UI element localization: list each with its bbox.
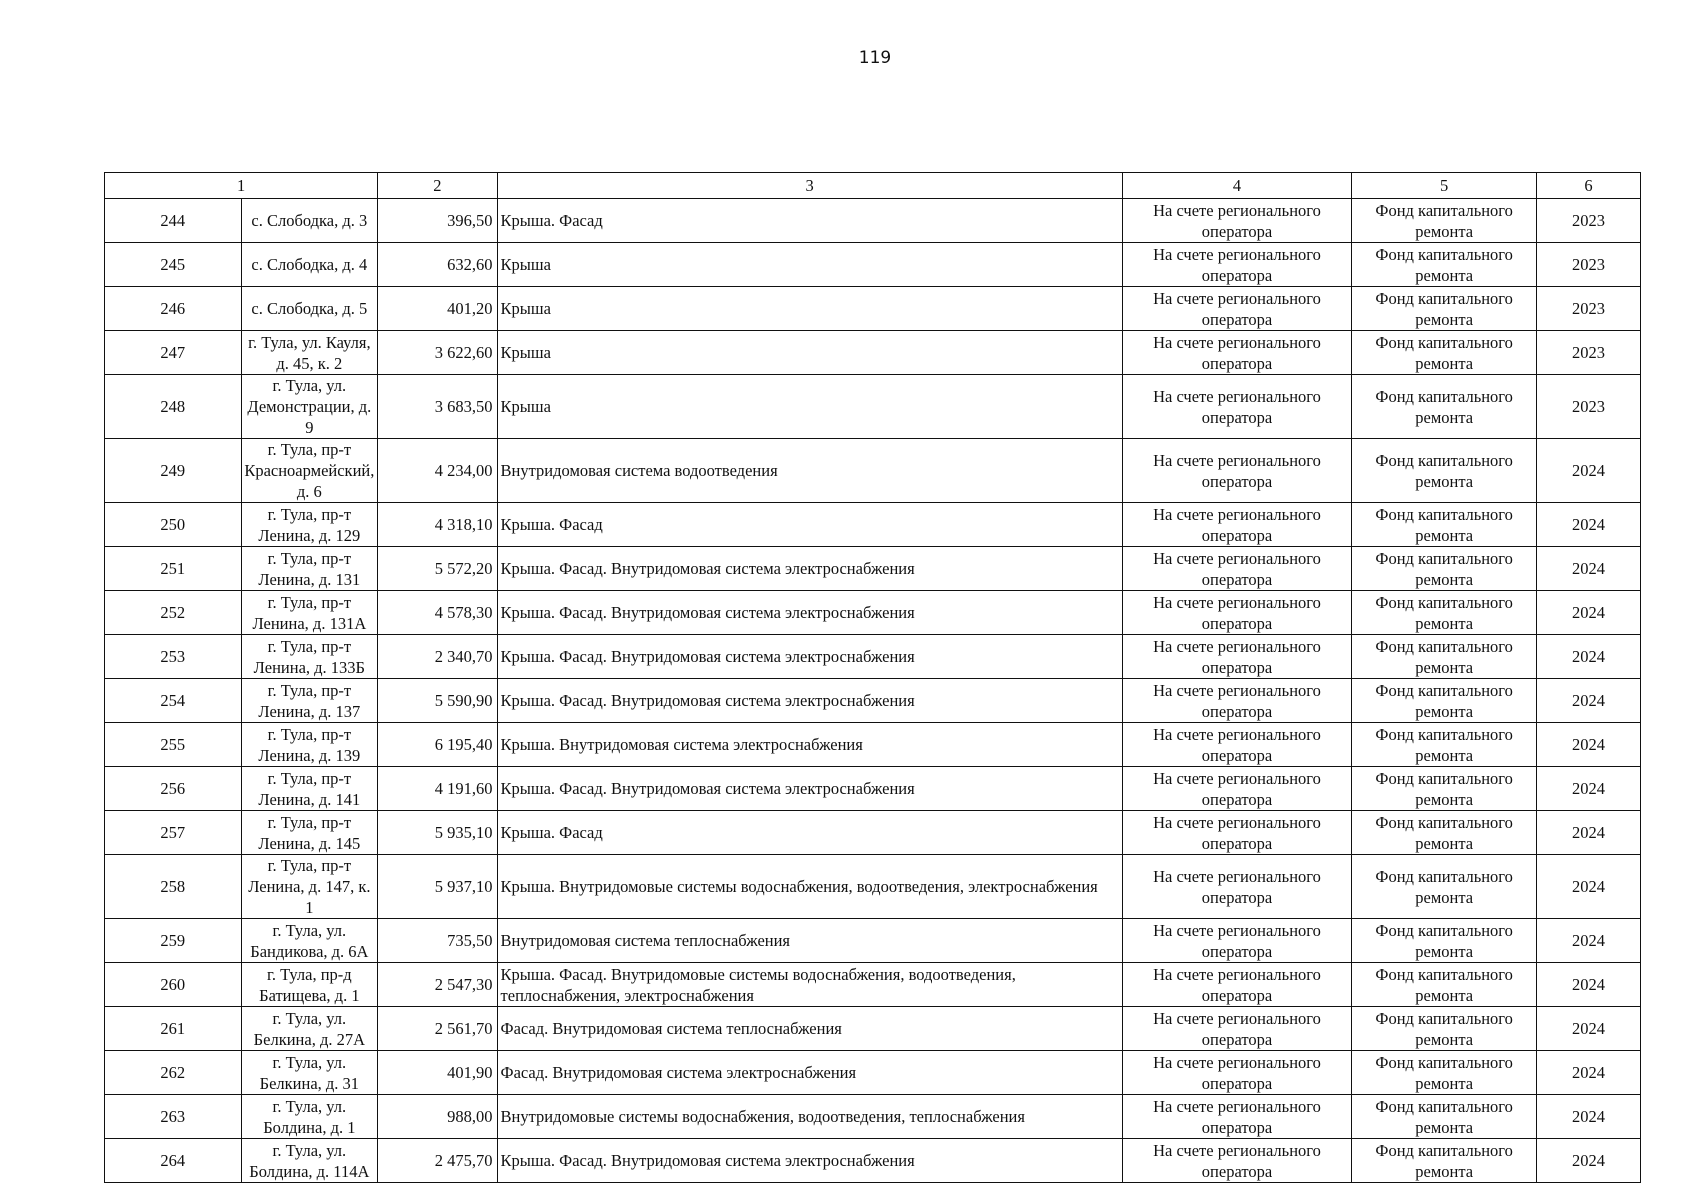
funding-source-cell: Фонд капитального ремонта: [1352, 1051, 1537, 1095]
year-cell: 2023: [1537, 287, 1641, 331]
area-cell: 2 561,70: [378, 1007, 497, 1051]
year-cell: 2024: [1537, 767, 1641, 811]
address-cell: г. Тула, пр-т Ленина, д. 141: [241, 767, 378, 811]
fund-account-cell: На счете регионального оператора: [1122, 375, 1352, 439]
year-cell: 2023: [1537, 331, 1641, 375]
table-row: [105, 287, 1641, 331]
funding-source-cell: Фонд капитального ремонта: [1352, 375, 1537, 439]
year-cell: 2023: [1537, 375, 1641, 439]
row-number: 254: [105, 679, 242, 723]
fund-account-cell: На счете регионального оператора: [1122, 723, 1352, 767]
year-cell: 2024: [1537, 919, 1641, 963]
funding-source-cell: Фонд капитального ремонта: [1352, 591, 1537, 635]
table-row: [105, 1007, 1641, 1051]
address-cell: г. Тула, ул. Бандикова, д. 6А: [241, 919, 378, 963]
address-cell: г. Тула, ул. Болдина, д. 114А: [241, 1139, 378, 1183]
funding-source-cell: Фонд капитального ремонта: [1352, 243, 1537, 287]
table-row: [105, 547, 1641, 591]
address-cell: г. Тула, пр-т Ленина, д. 137: [241, 679, 378, 723]
row-number: 244: [105, 199, 242, 243]
year-cell: 2024: [1537, 1139, 1641, 1183]
table-row: [105, 919, 1641, 963]
area-cell: 4 234,00: [378, 439, 497, 503]
table-row: [105, 331, 1641, 375]
fund-account-cell: На счете регионального оператора: [1122, 503, 1352, 547]
table-row: [105, 243, 1641, 287]
works-cell: Крыша. Фасад. Внутридомовая система электроснабжения: [497, 1139, 1122, 1183]
column-header-3: 3: [497, 173, 1122, 199]
area-cell: 401,90: [378, 1051, 497, 1095]
table-row: [105, 375, 1641, 439]
works-cell: Крыша. Фасад: [497, 503, 1122, 547]
year-cell: 2024: [1537, 963, 1641, 1007]
year-cell: 2023: [1537, 199, 1641, 243]
funding-source-cell: Фонд капитального ремонта: [1352, 811, 1537, 855]
area-cell: 396,50: [378, 199, 497, 243]
works-cell: Фасад. Внутридомовая система теплоснабжения: [497, 1007, 1122, 1051]
row-number: 252: [105, 591, 242, 635]
fund-account-cell: На счете регионального оператора: [1122, 679, 1352, 723]
fund-account-cell: На счете регионального оператора: [1122, 439, 1352, 503]
fund-account-cell: На счете регионального оператора: [1122, 811, 1352, 855]
fund-account-cell: На счете регионального оператора: [1122, 855, 1352, 919]
table-row: [105, 855, 1641, 919]
funding-source-cell: Фонд капитального ремонта: [1352, 1095, 1537, 1139]
address-cell: г. Тула, пр-т Ленина, д. 139: [241, 723, 378, 767]
works-cell: Крыша. Фасад. Внутридомовая система электроснабжения: [497, 591, 1122, 635]
table-header-row: [105, 173, 1641, 199]
table-row: [105, 1095, 1641, 1139]
fund-account-cell: На счете регионального оператора: [1122, 591, 1352, 635]
address-cell: г. Тула, ул. Кауля, д. 45, к. 2: [241, 331, 378, 375]
funding-source-cell: Фонд капитального ремонта: [1352, 503, 1537, 547]
table-row: [105, 811, 1641, 855]
column-header-6: 6: [1537, 173, 1641, 199]
funding-source-cell: Фонд капитального ремонта: [1352, 199, 1537, 243]
address-cell: г. Тула, пр-т Ленина, д. 133Б: [241, 635, 378, 679]
address-cell: г. Тула, ул. Белкина, д. 31: [241, 1051, 378, 1095]
funding-source-cell: Фонд капитального ремонта: [1352, 723, 1537, 767]
address-cell: г. Тула, ул. Белкина, д. 27А: [241, 1007, 378, 1051]
works-cell: Фасад. Внутридомовая система электроснабжения: [497, 1051, 1122, 1095]
fund-account-cell: На счете регионального оператора: [1122, 635, 1352, 679]
table-row: [105, 767, 1641, 811]
funding-source-cell: Фонд капитального ремонта: [1352, 855, 1537, 919]
year-cell: 2024: [1537, 439, 1641, 503]
area-cell: 988,00: [378, 1095, 497, 1139]
row-number: 253: [105, 635, 242, 679]
row-number: 251: [105, 547, 242, 591]
fund-account-cell: На счете регионального оператора: [1122, 767, 1352, 811]
row-number: 261: [105, 1007, 242, 1051]
repair-register-table: [104, 172, 1641, 1183]
area-cell: 6 195,40: [378, 723, 497, 767]
column-header-4: 4: [1122, 173, 1352, 199]
area-cell: 2 547,30: [378, 963, 497, 1007]
area-cell: 2 340,70: [378, 635, 497, 679]
area-cell: 735,50: [378, 919, 497, 963]
address-cell: с. Слободка, д. 5: [241, 287, 378, 331]
works-cell: Внутридомовая система водоотведения: [497, 439, 1122, 503]
area-cell: 4 191,60: [378, 767, 497, 811]
fund-account-cell: На счете регионального оператора: [1122, 547, 1352, 591]
area-cell: 5 935,10: [378, 811, 497, 855]
fund-account-cell: На счете регионального оператора: [1122, 1095, 1352, 1139]
area-cell: 3 683,50: [378, 375, 497, 439]
row-number: 248: [105, 375, 242, 439]
row-number: 263: [105, 1095, 242, 1139]
works-cell: Крыша: [497, 375, 1122, 439]
works-cell: Крыша: [497, 287, 1122, 331]
year-cell: 2024: [1537, 1007, 1641, 1051]
area-cell: 5 572,20: [378, 547, 497, 591]
works-cell: Крыша. Фасад. Внутридомовая система электроснабжения: [497, 679, 1122, 723]
row-number: 257: [105, 811, 242, 855]
funding-source-cell: Фонд капитального ремонта: [1352, 287, 1537, 331]
area-cell: 4 578,30: [378, 591, 497, 635]
year-cell: 2024: [1537, 679, 1641, 723]
year-cell: 2024: [1537, 547, 1641, 591]
funding-source-cell: Фонд капитального ремонта: [1352, 679, 1537, 723]
area-cell: 4 318,10: [378, 503, 497, 547]
year-cell: 2024: [1537, 811, 1641, 855]
year-cell: 2024: [1537, 855, 1641, 919]
row-number: 255: [105, 723, 242, 767]
funding-source-cell: Фонд капитального ремонта: [1352, 767, 1537, 811]
funding-source-cell: Фонд капитального ремонта: [1352, 331, 1537, 375]
fund-account-cell: На счете регионального оператора: [1122, 1139, 1352, 1183]
row-number: 256: [105, 767, 242, 811]
address-cell: г. Тула, пр-т Ленина, д. 131: [241, 547, 378, 591]
year-cell: 2024: [1537, 1095, 1641, 1139]
works-cell: Крыша: [497, 331, 1122, 375]
works-cell: Крыша. Фасад. Внутридомовые системы водоснабжения, водоотведения, теплоснабжения, электроснабжения: [497, 963, 1122, 1007]
year-cell: 2023: [1537, 243, 1641, 287]
address-cell: г. Тула, пр-д Батищева, д. 1: [241, 963, 378, 1007]
table-row: [105, 963, 1641, 1007]
row-number: 264: [105, 1139, 242, 1183]
year-cell: 2024: [1537, 1051, 1641, 1095]
fund-account-cell: На счете регионального оператора: [1122, 963, 1352, 1007]
fund-account-cell: На счете регионального оператора: [1122, 287, 1352, 331]
table-row: [105, 635, 1641, 679]
address-cell: г. Тула, ул. Демонстрации, д. 9: [241, 375, 378, 439]
row-number: 262: [105, 1051, 242, 1095]
fund-account-cell: На счете регионального оператора: [1122, 331, 1352, 375]
year-cell: 2024: [1537, 635, 1641, 679]
fund-account-cell: На счете регионального оператора: [1122, 1051, 1352, 1095]
address-cell: г. Тула, пр-т Ленина, д. 147, к. 1: [241, 855, 378, 919]
table-row: [105, 1139, 1641, 1183]
row-number: 258: [105, 855, 242, 919]
table-row: [105, 679, 1641, 723]
works-cell: Крыша. Фасад. Внутридомовая система электроснабжения: [497, 635, 1122, 679]
area-cell: 3 622,60: [378, 331, 497, 375]
works-cell: Внутридомовые системы водоснабжения, водоотведения, теплоснабжения: [497, 1095, 1122, 1139]
funding-source-cell: Фонд капитального ремонта: [1352, 635, 1537, 679]
address-cell: г. Тула, ул. Болдина, д. 1: [241, 1095, 378, 1139]
works-cell: Внутридомовая система теплоснабжения: [497, 919, 1122, 963]
column-header-2: 2: [378, 173, 497, 199]
year-cell: 2024: [1537, 723, 1641, 767]
works-cell: Крыша. Фасад. Внутридомовая система электроснабжения: [497, 767, 1122, 811]
fund-account-cell: На счете регионального оператора: [1122, 1007, 1352, 1051]
page-number: 119: [858, 48, 892, 68]
works-cell: Крыша. Внутридомовая система электроснабжения: [497, 723, 1122, 767]
funding-source-cell: Фонд капитального ремонта: [1352, 1139, 1537, 1183]
address-cell: г. Тула, пр-т Ленина, д. 131А: [241, 591, 378, 635]
funding-source-cell: Фонд капитального ремонта: [1352, 1007, 1537, 1051]
address-cell: г. Тула, пр-т Красноармейский, д. 6: [241, 439, 378, 503]
area-cell: 2 475,70: [378, 1139, 497, 1183]
area-cell: 5 590,90: [378, 679, 497, 723]
works-cell: Крыша. Фасад. Внутридомовая система электроснабжения: [497, 547, 1122, 591]
row-number: 247: [105, 331, 242, 375]
table-row: [105, 1051, 1641, 1095]
works-cell: Крыша: [497, 243, 1122, 287]
table-body: [105, 199, 1641, 1183]
year-cell: 2024: [1537, 591, 1641, 635]
address-cell: г. Тула, пр-т Ленина, д. 145: [241, 811, 378, 855]
table-row: [105, 503, 1641, 547]
fund-account-cell: На счете регионального оператора: [1122, 919, 1352, 963]
funding-source-cell: Фонд капитального ремонта: [1352, 963, 1537, 1007]
column-header-5: 5: [1352, 173, 1537, 199]
row-number: 245: [105, 243, 242, 287]
table-row: [105, 439, 1641, 503]
fund-account-cell: На счете регионального оператора: [1122, 243, 1352, 287]
funding-source-cell: Фонд капитального ремонта: [1352, 547, 1537, 591]
row-number: 250: [105, 503, 242, 547]
area-cell: 632,60: [378, 243, 497, 287]
row-number: 259: [105, 919, 242, 963]
row-number: 246: [105, 287, 242, 331]
year-cell: 2024: [1537, 503, 1641, 547]
address-cell: г. Тула, пр-т Ленина, д. 129: [241, 503, 378, 547]
works-cell: Крыша. Фасад: [497, 811, 1122, 855]
table-row: [105, 723, 1641, 767]
row-number: 249: [105, 439, 242, 503]
address-cell: с. Слободка, д. 3: [241, 199, 378, 243]
area-cell: 401,20: [378, 287, 497, 331]
table-row: [105, 199, 1641, 243]
funding-source-cell: Фонд капитального ремонта: [1352, 439, 1537, 503]
row-number: 260: [105, 963, 242, 1007]
column-header-1: 1: [105, 173, 378, 199]
area-cell: 5 937,10: [378, 855, 497, 919]
address-cell: с. Слободка, д. 4: [241, 243, 378, 287]
funding-source-cell: Фонд капитального ремонта: [1352, 919, 1537, 963]
fund-account-cell: На счете регионального оператора: [1122, 199, 1352, 243]
table-row: [105, 591, 1641, 635]
works-cell: Крыша. Фасад: [497, 199, 1122, 243]
works-cell: Крыша. Внутридомовые системы водоснабжения, водоотведения, электроснабжения: [497, 855, 1122, 919]
